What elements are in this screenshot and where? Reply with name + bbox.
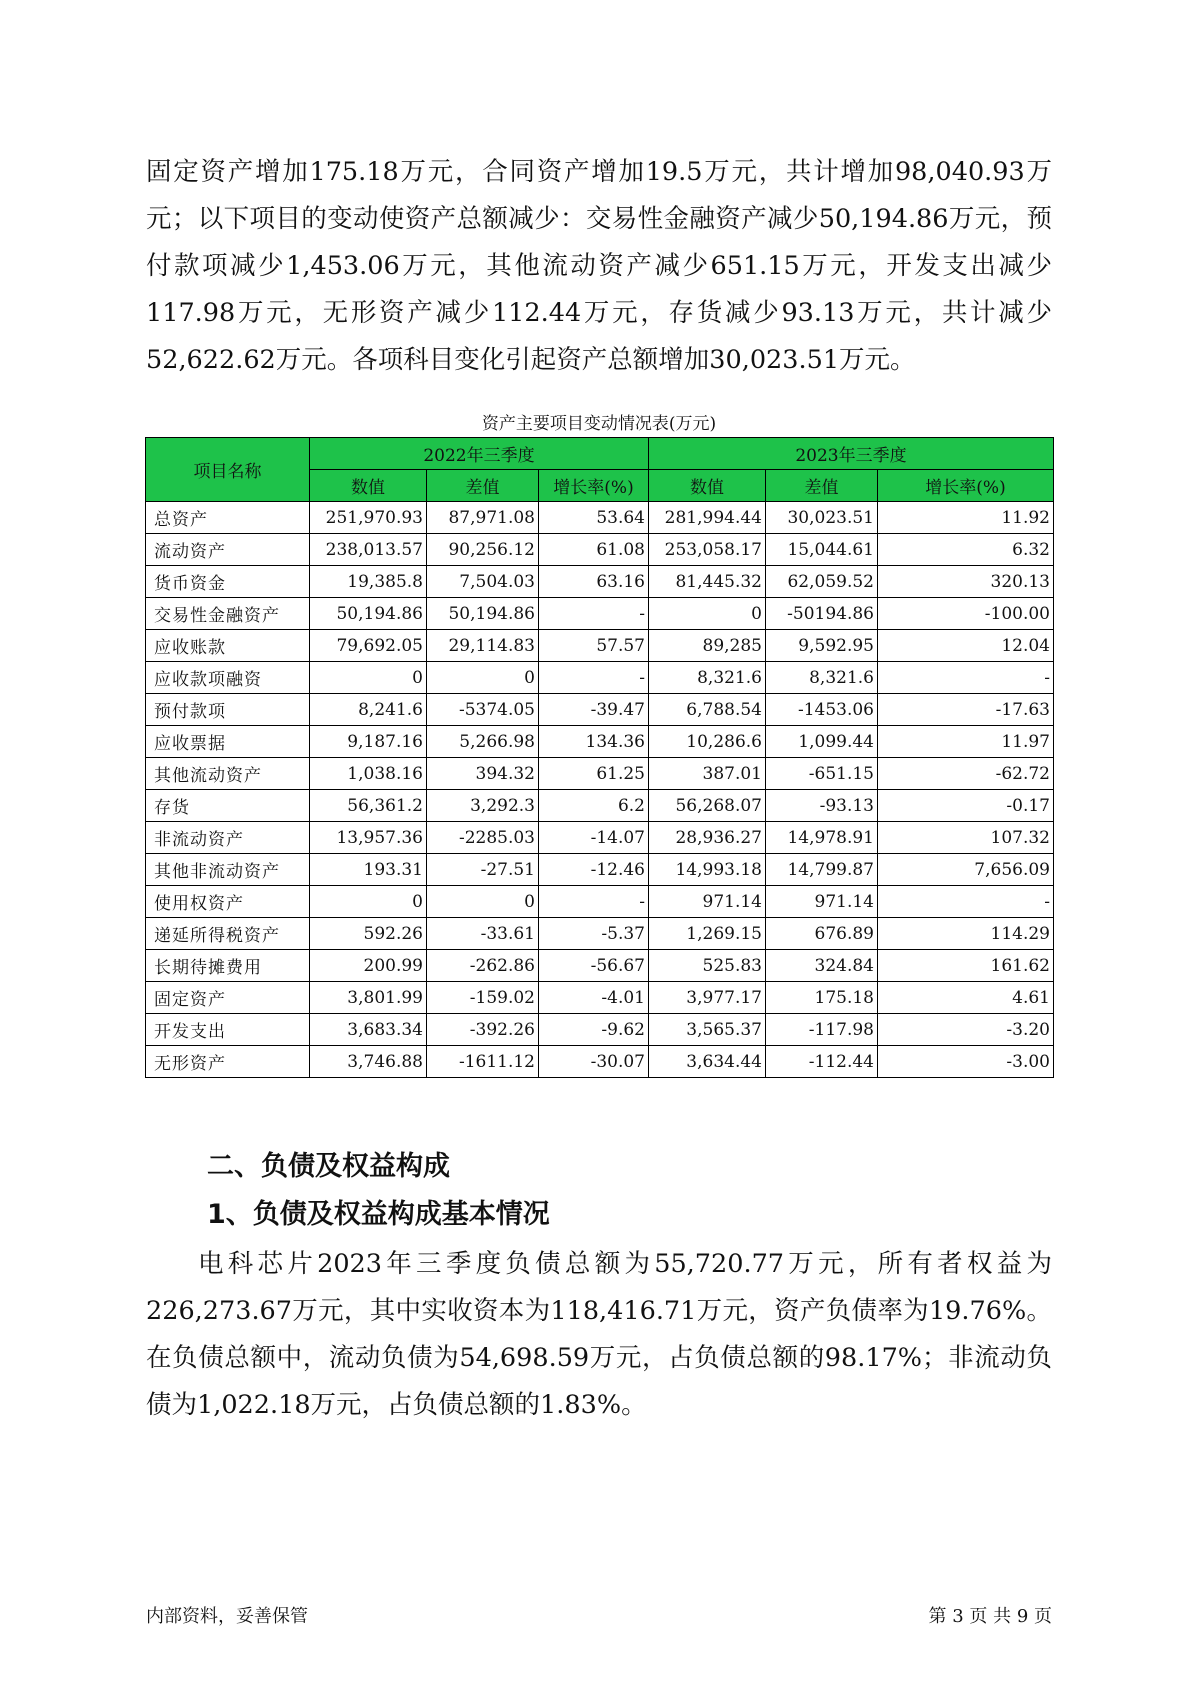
row-item-name: 其他非流动资产 [146, 854, 310, 886]
section-heading: 二、负债及权益构成 [207, 1151, 450, 1182]
cell-d1: -1611.12 [427, 1046, 539, 1078]
header-diff-2023: 差值 [766, 470, 878, 502]
cell-r1: - [539, 598, 649, 630]
row-item-name: 应收款项融资 [146, 662, 310, 694]
cell-d1: 7,504.03 [427, 566, 539, 598]
cell-d2: 14,799.87 [766, 854, 878, 886]
cell-r1: - [539, 886, 649, 918]
table-row [146, 822, 1054, 854]
table-row [146, 662, 1054, 694]
header-period-2022: 2022年三季度 [310, 438, 649, 470]
cell-r2: -17.63 [878, 694, 1054, 726]
cell-d2: 971.14 [766, 886, 878, 918]
cell-v1: 79,692.05 [310, 630, 427, 662]
row-item-name: 流动资产 [146, 534, 310, 566]
cell-v2: 56,268.07 [649, 790, 766, 822]
cell-r1: -12.46 [539, 854, 649, 886]
cell-v1: 3,801.99 [310, 982, 427, 1014]
cell-d1: -27.51 [427, 854, 539, 886]
cell-r2: -3.00 [878, 1046, 1054, 1078]
header-diff-2022: 差值 [427, 470, 539, 502]
cell-d1: 90,256.12 [427, 534, 539, 566]
cell-d1: -159.02 [427, 982, 539, 1014]
row-item-name: 存货 [146, 790, 310, 822]
row-item-name: 交易性金融资产 [146, 598, 310, 630]
cell-v2: 89,285 [649, 630, 766, 662]
table-row [146, 886, 1054, 918]
cell-r2: 12.04 [878, 630, 1054, 662]
table-row [146, 1046, 1054, 1078]
row-item-name: 开发支出 [146, 1014, 310, 1046]
header-rate-2023: 增长率(%) [878, 470, 1054, 502]
cell-r1: 61.25 [539, 758, 649, 790]
cell-r2: -0.17 [878, 790, 1054, 822]
table-row [146, 694, 1054, 726]
cell-r1: 53.64 [539, 502, 649, 534]
footer-page-number: 第 3 页 共 9 页 [928, 1606, 1052, 1627]
cell-r2: -3.20 [878, 1014, 1054, 1046]
cell-v2: 0 [649, 598, 766, 630]
cell-r1: -14.07 [539, 822, 649, 854]
table-row [146, 758, 1054, 790]
table-row [146, 982, 1054, 1014]
cell-r2: 11.92 [878, 502, 1054, 534]
row-item-name: 长期待摊费用 [146, 950, 310, 982]
cell-v2: 281,994.44 [649, 502, 766, 534]
cell-r1: -9.62 [539, 1014, 649, 1046]
cell-d1: 0 [427, 662, 539, 694]
cell-d2: -117.98 [766, 1014, 878, 1046]
table-row [146, 598, 1054, 630]
cell-v1: 592.26 [310, 918, 427, 950]
cell-v1: 238,013.57 [310, 534, 427, 566]
cell-v1: 3,683.34 [310, 1014, 427, 1046]
cell-v2: 3,977.17 [649, 982, 766, 1014]
cell-r2: - [878, 662, 1054, 694]
row-item-name: 递延所得税资产 [146, 918, 310, 950]
cell-d1: 394.32 [427, 758, 539, 790]
cell-r2: -100.00 [878, 598, 1054, 630]
table-body [146, 502, 1054, 1078]
footer-confidential-note: 内部资料，妥善保管 [146, 1606, 308, 1627]
row-item-name: 其他流动资产 [146, 758, 310, 790]
cell-r2: 320.13 [878, 566, 1054, 598]
cell-d2: -651.15 [766, 758, 878, 790]
asset-change-table [145, 437, 1054, 1078]
row-item-name: 货币资金 [146, 566, 310, 598]
cell-v1: 1,038.16 [310, 758, 427, 790]
table-row [146, 534, 1054, 566]
cell-r2: 7,656.09 [878, 854, 1054, 886]
row-item-name: 无形资产 [146, 1046, 310, 1078]
cell-v1: 13,957.36 [310, 822, 427, 854]
cell-d2: 15,044.61 [766, 534, 878, 566]
cell-v1: 50,194.86 [310, 598, 427, 630]
cell-v2: 81,445.32 [649, 566, 766, 598]
cell-v2: 6,788.54 [649, 694, 766, 726]
cell-d2: 324.84 [766, 950, 878, 982]
cell-r1: 6.2 [539, 790, 649, 822]
subsection-heading: 1、负债及权益构成基本情况 [207, 1199, 550, 1230]
cell-v2: 253,058.17 [649, 534, 766, 566]
cell-v1: 9,187.16 [310, 726, 427, 758]
table-row [146, 502, 1054, 534]
cell-v2: 387.01 [649, 758, 766, 790]
cell-d1: -392.26 [427, 1014, 539, 1046]
cell-r2: 107.32 [878, 822, 1054, 854]
cell-d2: 175.18 [766, 982, 878, 1014]
header-rate-2022: 增长率(%) [539, 470, 649, 502]
cell-v2: 28,936.27 [649, 822, 766, 854]
cell-v2: 1,269.15 [649, 918, 766, 950]
row-item-name: 固定资产 [146, 982, 310, 1014]
cell-d2: 30,023.51 [766, 502, 878, 534]
row-item-name: 总资产 [146, 502, 310, 534]
table-row [146, 950, 1054, 982]
cell-d2: 1,099.44 [766, 726, 878, 758]
cell-v2: 3,634.44 [649, 1046, 766, 1078]
cell-v1: 0 [310, 662, 427, 694]
header-value-2022: 数值 [310, 470, 427, 502]
cell-r1: 134.36 [539, 726, 649, 758]
row-item-name: 应收票据 [146, 726, 310, 758]
cell-v1: 3,746.88 [310, 1046, 427, 1078]
cell-v2: 3,565.37 [649, 1014, 766, 1046]
cell-r1: 61.08 [539, 534, 649, 566]
cell-r2: 114.29 [878, 918, 1054, 950]
cell-v2: 14,993.18 [649, 854, 766, 886]
cell-d2: 14,978.91 [766, 822, 878, 854]
table-row [146, 566, 1054, 598]
cell-v1: 56,361.2 [310, 790, 427, 822]
cell-d1: -5374.05 [427, 694, 539, 726]
table-caption: 资产主要项目变动情况表(万元) [481, 414, 717, 434]
cell-d1: -262.86 [427, 950, 539, 982]
cell-d2: 9,592.95 [766, 630, 878, 662]
cell-d1: 50,194.86 [427, 598, 539, 630]
cell-d2: -112.44 [766, 1046, 878, 1078]
cell-d2: 8,321.6 [766, 662, 878, 694]
cell-d1: 87,971.08 [427, 502, 539, 534]
cell-d1: 3,292.3 [427, 790, 539, 822]
cell-r2: 4.61 [878, 982, 1054, 1014]
header-value-2023: 数值 [649, 470, 766, 502]
cell-v1: 0 [310, 886, 427, 918]
table-row [146, 726, 1054, 758]
cell-d1: 0 [427, 886, 539, 918]
table-row [146, 1014, 1054, 1046]
cell-v1: 19,385.8 [310, 566, 427, 598]
cell-r2: 11.97 [878, 726, 1054, 758]
cell-d2: 676.89 [766, 918, 878, 950]
cell-d1: 29,114.83 [427, 630, 539, 662]
cell-d1: -2285.03 [427, 822, 539, 854]
cell-v1: 193.31 [310, 854, 427, 886]
row-item-name: 非流动资产 [146, 822, 310, 854]
header-period-2023: 2023年三季度 [649, 438, 1054, 470]
cell-v2: 525.83 [649, 950, 766, 982]
row-item-name: 应收账款 [146, 630, 310, 662]
table-row [146, 918, 1054, 950]
cell-v1: 251,970.93 [310, 502, 427, 534]
cell-v1: 200.99 [310, 950, 427, 982]
header-item-name: 项目名称 [146, 438, 310, 502]
cell-r2: -62.72 [878, 758, 1054, 790]
cell-d2: -50194.86 [766, 598, 878, 630]
liability-paragraph: 电科芯片2023年三季度负债总额为55,720.77万元，所有者权益为226,273.67万元，其中实收资本为118,416.71万元，资产负债率为19.76%。在负债总额中，流动负债为54,698.59万元，占负债总额的98.17%；非流动负债为1,022.18万元，占负债总额的1.83%。 [146, 1249, 1052, 1420]
cell-r2: 161.62 [878, 950, 1054, 982]
table-row [146, 790, 1054, 822]
cell-d2: 62,059.52 [766, 566, 878, 598]
cell-r1: 57.57 [539, 630, 649, 662]
intro-paragraph: 固定资产增加175.18万元，合同资产增加19.5万元，共计增加98,040.93万元；以下项目的变动使资产总额减少：交易性金融资产减少50,194.86万元，预付款项减少1,453.06万元，其他流动资产减少651.15万元，开发支出减少117.98万元，无形资产减少112.44万元，存货减少93.13万元，共计减少52,622.62万元。各项科目变化引起资产总额增加30,023.51万元。 [146, 157, 1052, 375]
cell-d2: -1453.06 [766, 694, 878, 726]
table-row [146, 630, 1054, 662]
cell-r1: -4.01 [539, 982, 649, 1014]
table-row [146, 854, 1054, 886]
cell-v2: 971.14 [649, 886, 766, 918]
cell-d1: 5,266.98 [427, 726, 539, 758]
cell-r2: - [878, 886, 1054, 918]
row-item-name: 使用权资产 [146, 886, 310, 918]
cell-r1: -5.37 [539, 918, 649, 950]
cell-r1: -30.07 [539, 1046, 649, 1078]
cell-r1: -56.67 [539, 950, 649, 982]
cell-v1: 8,241.6 [310, 694, 427, 726]
cell-v2: 8,321.6 [649, 662, 766, 694]
row-item-name: 预付款项 [146, 694, 310, 726]
cell-r1: -39.47 [539, 694, 649, 726]
cell-v2: 10,286.6 [649, 726, 766, 758]
cell-r1: 63.16 [539, 566, 649, 598]
cell-r2: 6.32 [878, 534, 1054, 566]
cell-r1: - [539, 662, 649, 694]
cell-d2: -93.13 [766, 790, 878, 822]
cell-d1: -33.61 [427, 918, 539, 950]
